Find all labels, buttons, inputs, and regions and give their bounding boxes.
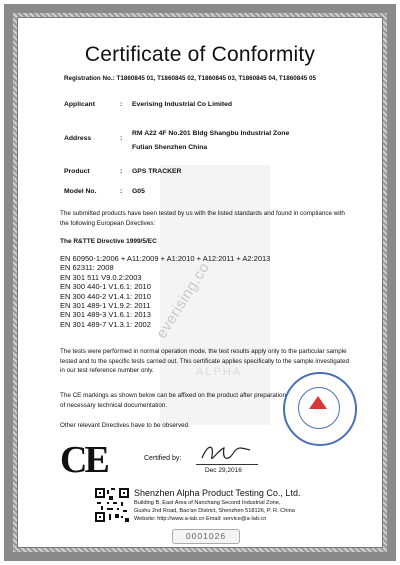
address-label: Address xyxy=(64,135,92,142)
page-title: Certificate of Conformity xyxy=(84,43,316,66)
model-value: G05 xyxy=(132,188,145,195)
qr-code-icon xyxy=(95,488,129,522)
lab-address-line2: Gushu 2nd Road, Bao'an District, Shenzhen 518126, P. R. China xyxy=(134,508,295,514)
applicant-row: Applicant : xyxy=(64,101,123,108)
watermark-text: everising.co xyxy=(153,259,214,342)
signature-icon xyxy=(198,440,256,466)
directive-title: The R&TTE Directive 1999/5/EC xyxy=(60,238,157,245)
model-label: Model No. xyxy=(64,188,97,195)
address-line1: RM A22 4F No.201 Bldg Shangbu Industrial Zone xyxy=(132,130,290,137)
standard-item: EN 62311: 2008 xyxy=(60,263,114,273)
product-label: Product xyxy=(64,168,90,175)
seal-logo-icon xyxy=(309,396,327,409)
standard-item: EN 301 511 V9.0.2:2003 xyxy=(60,272,142,282)
product-value: GPS TRACKER xyxy=(132,168,182,175)
standards-list xyxy=(60,254,270,329)
address-row: Address : xyxy=(64,135,123,142)
applicant-value: Everising Industrial Co Limited xyxy=(132,101,233,108)
ce-marking-paragraph: The CE markings as shown below can be affixed on the product after preparation of necessary technical documentation. xyxy=(60,392,287,409)
watermark-alpha: ALPHA xyxy=(196,366,243,378)
applicant-label: Applicant xyxy=(64,101,95,108)
registration-number: Registration No.: T1860845 01, T1860845 02, T1860845 03, T1860845 04, T1860845 05 xyxy=(64,75,317,82)
model-row: Model No. : xyxy=(64,188,123,195)
signature-line xyxy=(196,464,258,465)
other-directives-paragraph: Other relevant Directives have to be observed. xyxy=(60,422,190,429)
certified-by-label: Certified by: xyxy=(144,455,182,462)
lab-contact-line: Website: http://www.a-lab.cn Email: service@a-lab.cn xyxy=(134,516,267,522)
standard-item: EN 300 440-2 V1.4.1: 2010 xyxy=(60,291,151,301)
product-row: Product : xyxy=(64,168,123,175)
certificate-date: Dec 29,2016 xyxy=(205,467,242,474)
standard-item: EN 301 489-3 V1.6.1: 2013 xyxy=(60,310,151,320)
serial-number: 0001026 xyxy=(172,529,240,544)
standard-item: EN 301 489-1 V1.9.2: 2011 xyxy=(60,301,151,311)
standard-item: EN 301 489-7 V1.3.1: 2002 xyxy=(60,319,151,329)
intro-paragraph: The submitted products have been tested by us with the listed standards and found in compliance with the following European Directives: xyxy=(60,210,345,227)
ce-mark: CE xyxy=(60,439,107,481)
address-line2: Futian Shenzhen China xyxy=(132,144,208,151)
standard-item: EN 300 440-1 V1.6.1: 2010 xyxy=(60,282,151,292)
lab-company-name: Shenzhen Alpha Product Testing Co., Ltd. xyxy=(134,488,301,498)
tests-paragraph: The tests were performed in normal operation mode, the test results apply only to the particular sample tested and to the specific tests carried out. This certificate applies specifically to the sample investigated in our test reference number only. xyxy=(60,348,349,374)
lab-address-line1: Building B, East Area of Nanchang Second Industrial Zone, xyxy=(134,500,281,506)
standard-item: EN 60950-1:2006 + A11:2009 + A1:2010 + A12:2011 + A2:2013 xyxy=(60,254,271,263)
